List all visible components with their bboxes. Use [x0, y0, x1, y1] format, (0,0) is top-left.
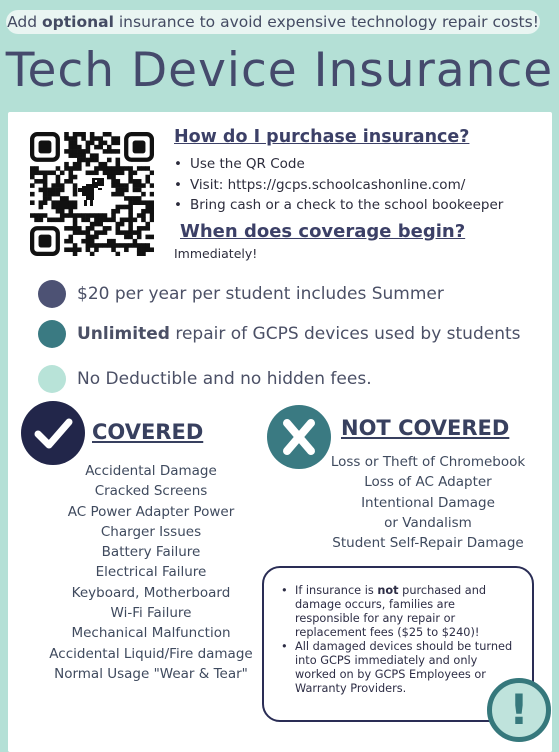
bullet-dot — [38, 365, 66, 393]
not-covered-list — [323, 452, 533, 553]
covered-item: Wi-Fi Failure — [110, 605, 192, 622]
covered-badge — [21, 401, 85, 465]
covered-item: Accidental Liquid/Fire damage — [49, 645, 253, 662]
feature-text: No Deductible and no hidden fees. — [77, 369, 372, 389]
covered-item: Keyboard, Motherboard — [71, 584, 231, 601]
notes-list — [281, 584, 517, 696]
not-covered-heading: NOT COVERED — [341, 416, 510, 440]
feature-price — [38, 279, 444, 309]
x-mark-icon — [267, 405, 331, 469]
covered-item: AC Power Adapter Power — [67, 503, 235, 520]
feature-unlimited — [38, 319, 521, 349]
covered-list — [30, 461, 272, 684]
bullet-dot — [38, 320, 66, 348]
covered-item: Cracked Screens — [94, 483, 208, 500]
page-title: Tech Device Insurance — [5, 43, 554, 98]
not-covered-item: Loss or Theft of Chromebook — [330, 454, 526, 470]
covered-item: Accidental Damage — [85, 463, 217, 479]
covered-item: Charger Issues — [100, 523, 202, 540]
not-covered-item: Loss of AC Adapter — [364, 474, 492, 491]
bullet-dot — [38, 280, 66, 308]
covered-item: Battery Failure — [101, 544, 201, 561]
not-covered-item: Student Self-Repair Damage — [332, 535, 524, 552]
purchase-item: • Use the QR Code — [174, 154, 503, 175]
note-item: • If insurance is not purchased and damage occurs, families are responsible for any repair or replacement fees ($25 to $240)! — [281, 584, 517, 640]
coverage-heading: When does coverage begin? — [180, 221, 466, 242]
top-banner — [6, 10, 540, 34]
feature-text: Unlimited repair of GCPS devices used by students — [77, 324, 521, 344]
covered-item: Normal Usage "Wear & Tear" — [54, 665, 248, 682]
purchase-heading: How do I purchase insurance? — [174, 127, 470, 147]
not-covered-badge — [267, 405, 331, 469]
feature-deductible — [38, 364, 372, 394]
coverage-answer: Immediately! — [174, 246, 258, 261]
checkmark-icon — [21, 401, 85, 465]
exclamation-icon: ! — [487, 678, 551, 742]
qr-code[interactable] — [30, 132, 154, 256]
not-covered-item: Intentional Damage or Vandalism — [361, 494, 495, 531]
covered-heading: COVERED — [92, 420, 204, 444]
feature-text: $20 per year per student includes Summer — [77, 284, 444, 304]
covered-item: Mechanical Malfunction — [71, 625, 231, 642]
purchase-item: • Bring cash or a check to the school bookeeper — [174, 195, 503, 216]
purchase-list — [174, 154, 503, 216]
banner-prefix: Add — [7, 13, 43, 31]
covered-item: Electrical Failure — [95, 564, 207, 581]
purchase-item: • Visit: https://gcps.schoolcashonline.com/ — [174, 175, 503, 196]
banner-suffix: insurance to avoid expensive technology repair costs! — [113, 13, 539, 31]
banner-bold: optional — [42, 13, 114, 31]
note-item: • All damaged devices should be turned into GCPS immediately and only worked on by GCPS Employees or Warranty Providers. — [281, 640, 517, 696]
